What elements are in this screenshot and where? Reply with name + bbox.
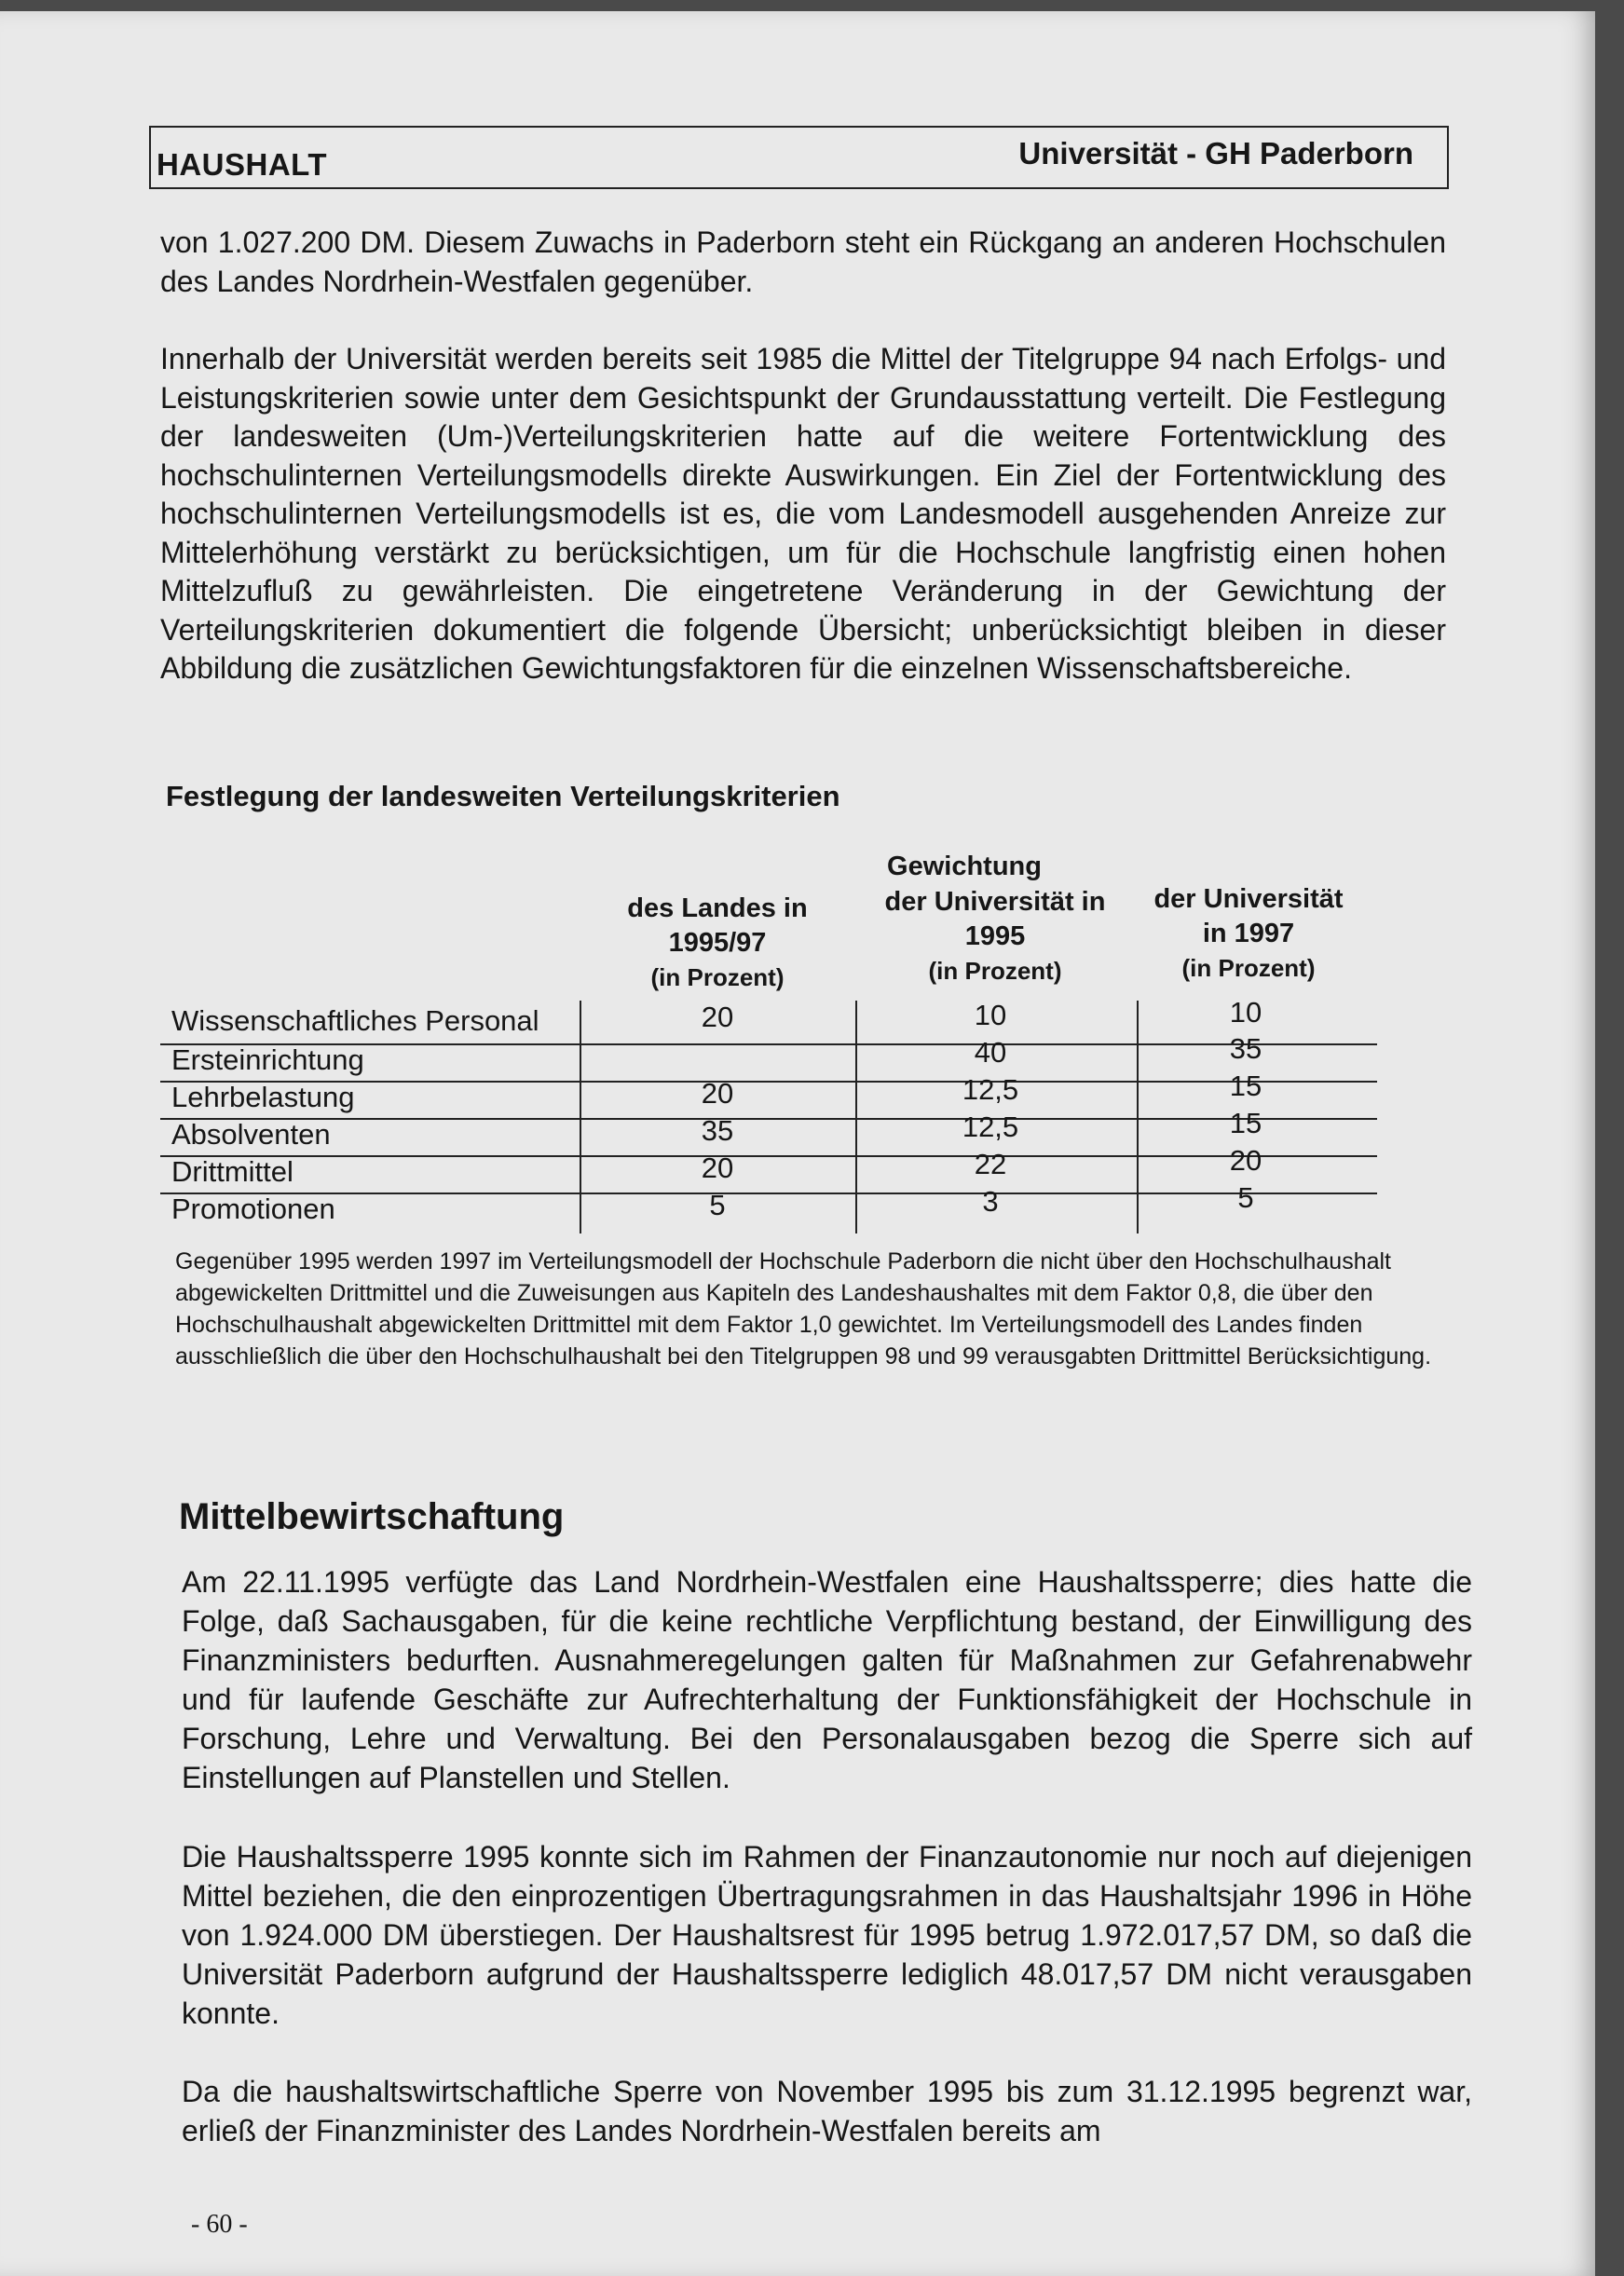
- table-cell: 10: [1229, 996, 1262, 1029]
- table-row-label: Drittmittel: [171, 1155, 293, 1188]
- col-header-unit: (in Prozent): [928, 957, 1062, 985]
- table-row-label: Lehrbelastung: [171, 1081, 355, 1113]
- col-header-line: des Landes in: [627, 893, 808, 923]
- col-header-line: der Universität: [1153, 884, 1344, 914]
- table-footnote: Gegenüber 1995 werden 1997 im Verteilungsmodell der Hochschule Paderborn die nicht über den Hochschulhaushalt abgewickelten Drittmittel und die Zuweisungen aus Kapiteln des Landeshaushaltes mit dem Faktor 0,8, die über den Hochschulhaushalt abgewickelten Drittmittel mit dem Faktor 1,0 gewichtet. Im Verteilungsmodell des Landes finden ausschließlich die über den Hochschulhaushalt bei den Titelgruppen 98 und 99 verausgabten Drittmittel Berücksichtigung.: [175, 1248, 1432, 1370]
- table-cell: 15: [1229, 1107, 1262, 1139]
- table-cell: 20: [1229, 1144, 1262, 1177]
- table-vline: [855, 1001, 857, 1233]
- running-header-left: HAUSHALT: [157, 147, 328, 182]
- section-heading: Mittelbewirtschaftung: [179, 1496, 565, 1537]
- running-header-right: Universität - GH Paderborn: [1018, 136, 1413, 170]
- col-header-line: 1995/97: [668, 928, 767, 958]
- table-cell: 12,5: [962, 1073, 1019, 1106]
- paragraph-1: von 1.027.200 DM. Diesem Zuwachs in Paderborn steht ein Rückgang an anderen Hochschulen des Landes Nordrhein-Westfalen gegenüber.: [160, 225, 1446, 298]
- paragraph-3: Am 22.11.1995 verfügte das Land Nordrhein-Westfalen eine Haushaltssperre; dies hatte die Folge, daß Sachausgaben, für die keine rechtliche Verpflichtung bestand, der Einwilligung des Finanzministers bedurften. Ausnahmeregelungen galten für Maßnahmen zur Gefahrenabwehr und für laufende Geschäfte zur Aufrechterhaltung der Funktionsfähigkeit der Hochschule in Forschung, Lehre und Verwaltung. Bei den Personalausgaben bezog die Sperre sich auf Einstellungen auf Planstellen und Stellen.: [182, 1565, 1472, 1794]
- table-row-label: Promotionen: [171, 1193, 335, 1225]
- table-cell: 22: [974, 1148, 1007, 1180]
- table-vline: [580, 1001, 581, 1233]
- table-group-header: Gewichtung: [887, 852, 1042, 881]
- page-number: - 60 -: [191, 2210, 248, 2239]
- table-cell: 3: [982, 1185, 999, 1218]
- table-cell: 35: [701, 1114, 734, 1147]
- table-vline: [1137, 1001, 1139, 1233]
- table-col-header-uni-1995: [855, 885, 1135, 988]
- table-row-label: Wissenschaftliches Personal: [171, 1004, 539, 1037]
- table-cell: 5: [709, 1189, 726, 1221]
- document-page: [0, 11, 1595, 2276]
- col-header-unit: (in Prozent): [1181, 954, 1316, 982]
- paragraph-5: Da die haushaltswirtschaftliche Sperre von November 1995 bis zum 31.12.1995 begrenzt war, erließ der Finanzminister des Landes Nordrhein-Westfalen bereits am: [182, 2075, 1472, 2147]
- table-title: Festlegung der landesweiten Verteilungskriterien: [166, 780, 840, 812]
- table-row-label: Ersteinrichtung: [171, 1043, 364, 1076]
- col-header-unit: (in Prozent): [650, 963, 785, 991]
- col-header-line: der Universität in: [884, 887, 1106, 917]
- table-cell: 20: [701, 1001, 734, 1033]
- table-cell: 15: [1229, 1070, 1262, 1102]
- table-cell: 5: [1237, 1181, 1254, 1214]
- table-cell: 40: [974, 1036, 1007, 1069]
- paragraph-2: Innerhalb der Universität werden bereits seit 1985 die Mittel der Titelgruppe 94 nach Erfolgs- und Leistungskriterien sowie unter dem Gesichtspunkt der Grundausstattung verteilt. Die Festlegung der landesweiten (Um-)Verteilungskriterien hatte auf die weitere Fortentwicklung des hochschulinternen Verteilungsmodells direkte Auswirkungen. Ein Ziel der Fortentwicklung des hochschulinternen Verteilungsmodells ist es, die vom Landesmodell ausgehenden Anreize zur Mittelerhöhung verstärkt zu berücksichtigen, um für die Hochschule langfristig einen hohen Mittelzufluß zu gewährleisten. Die eingetretene Veränderung in der Gewichtung der Verteilungskriterien dokumentiert die folgende Übersicht; unberücksichtigt bleiben in dieser Abbildung die zusätzlichen Gewichtungsfaktoren für die einzelnen Wissenschaftsbereiche.: [160, 342, 1446, 685]
- paragraph-4: Die Haushaltssperre 1995 konnte sich im Rahmen der Finanzautonomie nur noch auf diejenigen Mittel beziehen, die den einprozentigen Übertragungsrahmen in das Haushaltsjahr 1996 in Höhe von 1.924.000 DM überstiegen. Der Haushaltsrest für 1995 betrug 1.972.017,57 DM, so daß die Universität Paderborn aufgrund der Haushaltssperre lediglich 48.017,57 DM nicht verausgaben konnte.: [182, 1840, 1472, 2030]
- table-cell: 12,5: [962, 1111, 1019, 1143]
- table-cell: 20: [701, 1077, 734, 1110]
- table-col-header-uni-1997: [1132, 882, 1365, 986]
- table-cell: 35: [1229, 1032, 1262, 1065]
- table-cell: 10: [974, 999, 1007, 1031]
- col-header-line: 1995: [964, 921, 1026, 951]
- table-col-header-land: [596, 892, 839, 995]
- col-header-line: in 1997: [1202, 919, 1295, 948]
- table-row-label: Absolventen: [171, 1118, 331, 1151]
- table-cell: 20: [701, 1152, 734, 1184]
